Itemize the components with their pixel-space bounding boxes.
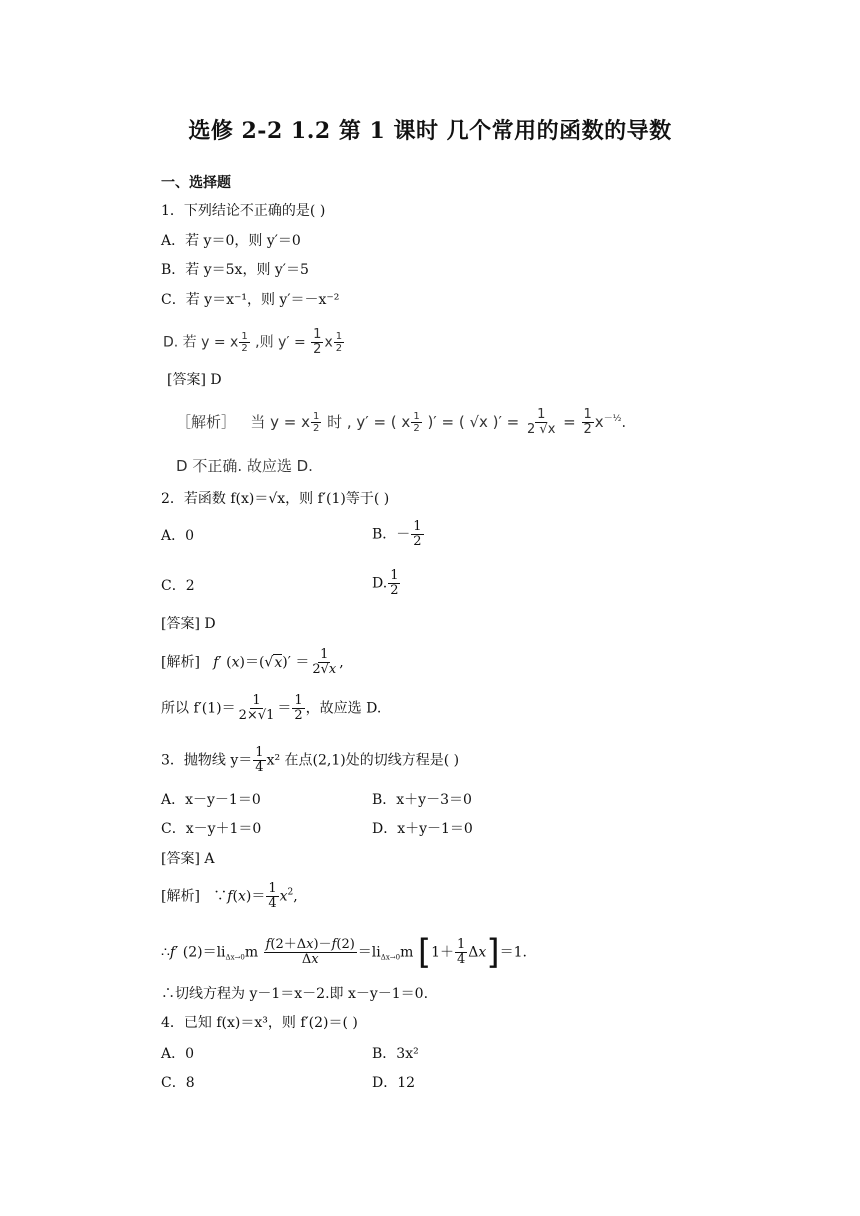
left-bracket: [: [417, 932, 432, 973]
q4-option-a: A．0: [161, 1046, 195, 1062]
q1-stem: 1．下列结论不正确的是( ): [161, 203, 326, 219]
q4-option-d: D．12: [372, 1075, 416, 1091]
q4-option-b: B．3x²: [372, 1046, 419, 1062]
q3-option-c: C．x－y＋1＝0: [161, 821, 262, 837]
fraction-half: $\frac{1}{2}$: [413, 519, 422, 549]
exponent-half: $\frac{1}{2}$: [312, 411, 320, 434]
exponent-half: $\frac{1}{2}$: [335, 331, 343, 354]
right-bracket: ]: [486, 932, 500, 973]
fraction-half: $\frac{1}{2}$: [294, 693, 303, 723]
q4-stem: 4．已知 f(x)＝x³，则 f′(2)＝( ): [161, 1015, 358, 1031]
q2-option-a: A．0: [161, 528, 195, 544]
q3-option-a: A．x－y－1＝0: [161, 792, 261, 808]
q1-option-c: C．若 y＝x⁻¹，则 y′＝－x⁻²: [161, 292, 340, 308]
fraction-difference-quotient: $\frac{f(2+\Delta x)-f(2)}{\Delta x}$: [265, 937, 355, 967]
q3-stem: [161, 746, 459, 775]
q3-analysis-limit: ∴f′ $(2)=li_{\Delta x\to 0}m$ $\frac{f(2+\Delta x)-f(2)}{\Delta x}$ $=li_{\Delta x\to 0}m$ [1＋ $\frac{1}{4}$ Δx]＝1.: [161, 932, 527, 973]
fraction-half: $\frac{1}{2}$: [583, 407, 592, 437]
q2-stem: 2．若函数 f(x)＝√x，则 f′(1)等于( ): [161, 491, 390, 507]
analysis-so: 所以 f′(1)＝: [161, 700, 236, 717]
q2-option-b-label: B．－: [372, 526, 411, 543]
fraction-half: $\frac{1}{2}$: [390, 568, 399, 598]
q2-analysis-conclusion: 所以 f′(1)＝ $\frac{1}{2\times√1}$ ＝ $\frac{1}{2}$ ，故应选 D.: [161, 693, 382, 723]
q2-answer: [答案] D: [161, 616, 216, 632]
page-title: 选修 2-2 1.2 第 1 课时 几个常用的函数的导数: [188, 118, 672, 144]
q1-option-b: B．若 y＝5x，则 y′＝5: [161, 262, 309, 278]
analysis-label: ［解析］: [176, 413, 237, 431]
q1-answer: [答案] D: [167, 372, 222, 388]
q2-analysis: [解析] f′ (x)＝(√x)′ ＝ $\frac{1}{2√x}$ ,: [161, 647, 344, 677]
q4-option-c: C．8: [161, 1075, 195, 1091]
q3-stem-b: x² 在点(2,1)处的切线方程是( ): [266, 752, 460, 769]
q3-option-b: B．x＋y－3＝0: [372, 792, 472, 808]
q3-option-d: D．x＋y－1＝0: [372, 821, 473, 837]
exponent-half: $\frac{1}{2}$: [241, 331, 248, 354]
fraction-1-over-2xsqrt1: $\frac{1}{2\times√1}$: [238, 693, 275, 723]
q2-option-b: [372, 520, 425, 549]
q1-analysis-conclusion: D 不正确. 故应选 D.: [176, 457, 313, 475]
analysis-text: 当 y = x: [250, 413, 310, 431]
q3-analysis-conclusion: ∴切线方程为 y－1＝x－2.即 x－y－1＝0.: [161, 986, 429, 1002]
fraction-quarter: $\frac{1}{4}$: [268, 881, 277, 911]
section-heading: 一、选择题: [161, 175, 231, 191]
q1-option-d-prefix: D. 若 y = x: [163, 334, 239, 351]
q1-option-d: D. 若 y = x $\frac{1}{2}$ ,则 y′ = $\frac{1}{2}$ x $\frac{1}{2}$: [163, 327, 343, 357]
q1-option-a: A．若 y＝0，则 y′＝0: [161, 233, 301, 249]
fraction-quarter: $\frac{1}{4}$: [255, 745, 264, 775]
fraction-1-over-2sqrtx: $\frac{1}{2 √x}$: [527, 407, 556, 437]
fraction-1-over-2sqrtx: $\frac{1}{2√x}$: [312, 647, 337, 677]
q2-option-d-label: D.: [372, 575, 388, 592]
analysis-label: [解析]: [161, 888, 200, 905]
q3-answer: [答案] A: [161, 851, 215, 867]
q2-option-c: C．2: [161, 578, 195, 594]
q1-analysis: ［解析］ 当 y = x $\frac{1}{2}$ 时 , y′ = ( x $\frac{1}{2}$ )′ = ( √x )′ = $\frac{1}{2 √x}$ = $\frac{1}{2}$ $x^{-\frac{1}{2}}$.: [176, 407, 627, 437]
limit-result: ＝1.: [499, 944, 527, 961]
exponent-half: $\frac{1}{2}$: [413, 411, 420, 434]
fraction-half: $\frac{1}{2}$: [313, 327, 322, 357]
fraction-quarter: $\frac{1}{4}$: [457, 937, 466, 967]
q3-stem-a: 3．抛物线 y＝: [161, 752, 253, 769]
q2-option-d: [372, 569, 401, 598]
q3-analysis: [解析] ∵f(x)＝ $\frac{1}{4}$ $x^2$,: [161, 881, 298, 911]
q1-option-d-mid: ,则 y′ =: [250, 334, 311, 351]
analysis-so-end: ，故应选 D.: [305, 700, 382, 717]
analysis-label: [解析]: [161, 654, 200, 671]
